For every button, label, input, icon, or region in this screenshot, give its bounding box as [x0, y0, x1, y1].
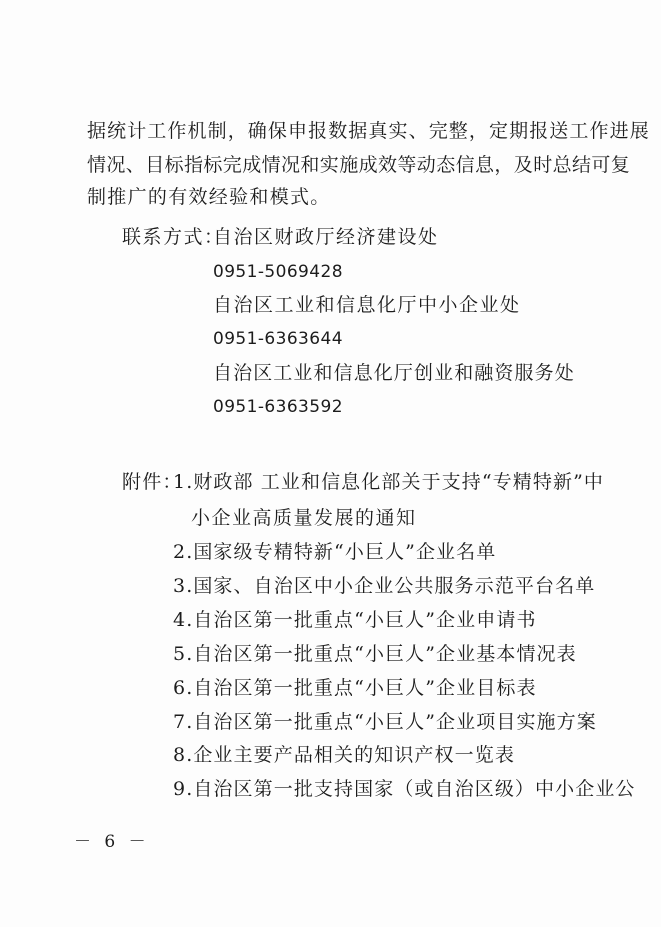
attachment-item-5: 5.自治区第一批重点“小巨人”企业基本情况表 — [173, 643, 577, 665]
attachment-item-8: 8.企业主要产品相关的知识产权一览表 — [173, 744, 515, 766]
attachment-item-1: 1.财政部 工业和信息化部关于支持“专精特新”中 — [173, 471, 604, 493]
attachment-item-6: 6.自治区第一批重点“小巨人”企业目标表 — [173, 677, 537, 699]
attachment-item-4: 4.自治区第一批重点“小巨人”企业申请书 — [173, 609, 537, 631]
paragraph-line-1: 据统计工作机制，确保申报数据真实、完整，定期报送工作进展 — [87, 120, 650, 142]
paragraph-line-2: 情况、目标指标完成情况和实施成效等动态信息，及时总结可复 — [87, 154, 631, 176]
paragraph-line-3: 制推广的有效经验和模式。 — [87, 186, 331, 208]
contact-entry-financing-office: 自治区工业和信息化厅创业和融资服务处 — [213, 362, 575, 384]
attachments-label: 附件： — [122, 471, 183, 493]
contact-phone-3: 0951-6363592 — [213, 397, 343, 417]
page-number: － 6 － — [74, 832, 150, 852]
contact-entry-finance-dept: 自治区财政厅经济建设处 — [213, 226, 439, 248]
attachment-item-7: 7.自治区第一批重点“小巨人”企业项目实施方案 — [173, 711, 597, 733]
contact-label: 联系方式： — [122, 226, 225, 248]
attachment-item-1-continued: 小企业高质量发展的通知 — [191, 507, 417, 529]
contact-phone-1: 0951-5069428 — [213, 262, 343, 282]
attachment-item-9: 9.自治区第一批支持国家（或自治区级）中小企业公 — [173, 778, 636, 800]
contact-phone-2: 0951-6363644 — [213, 329, 343, 349]
attachment-item-3: 3.国家、自治区中小企业公共服务示范平台名单 — [173, 575, 596, 597]
contact-entry-sme-office: 自治区工业和信息化厅中小企业处 — [213, 294, 521, 316]
attachment-item-2: 2.国家级专精特新“小巨人”企业名单 — [173, 541, 497, 563]
